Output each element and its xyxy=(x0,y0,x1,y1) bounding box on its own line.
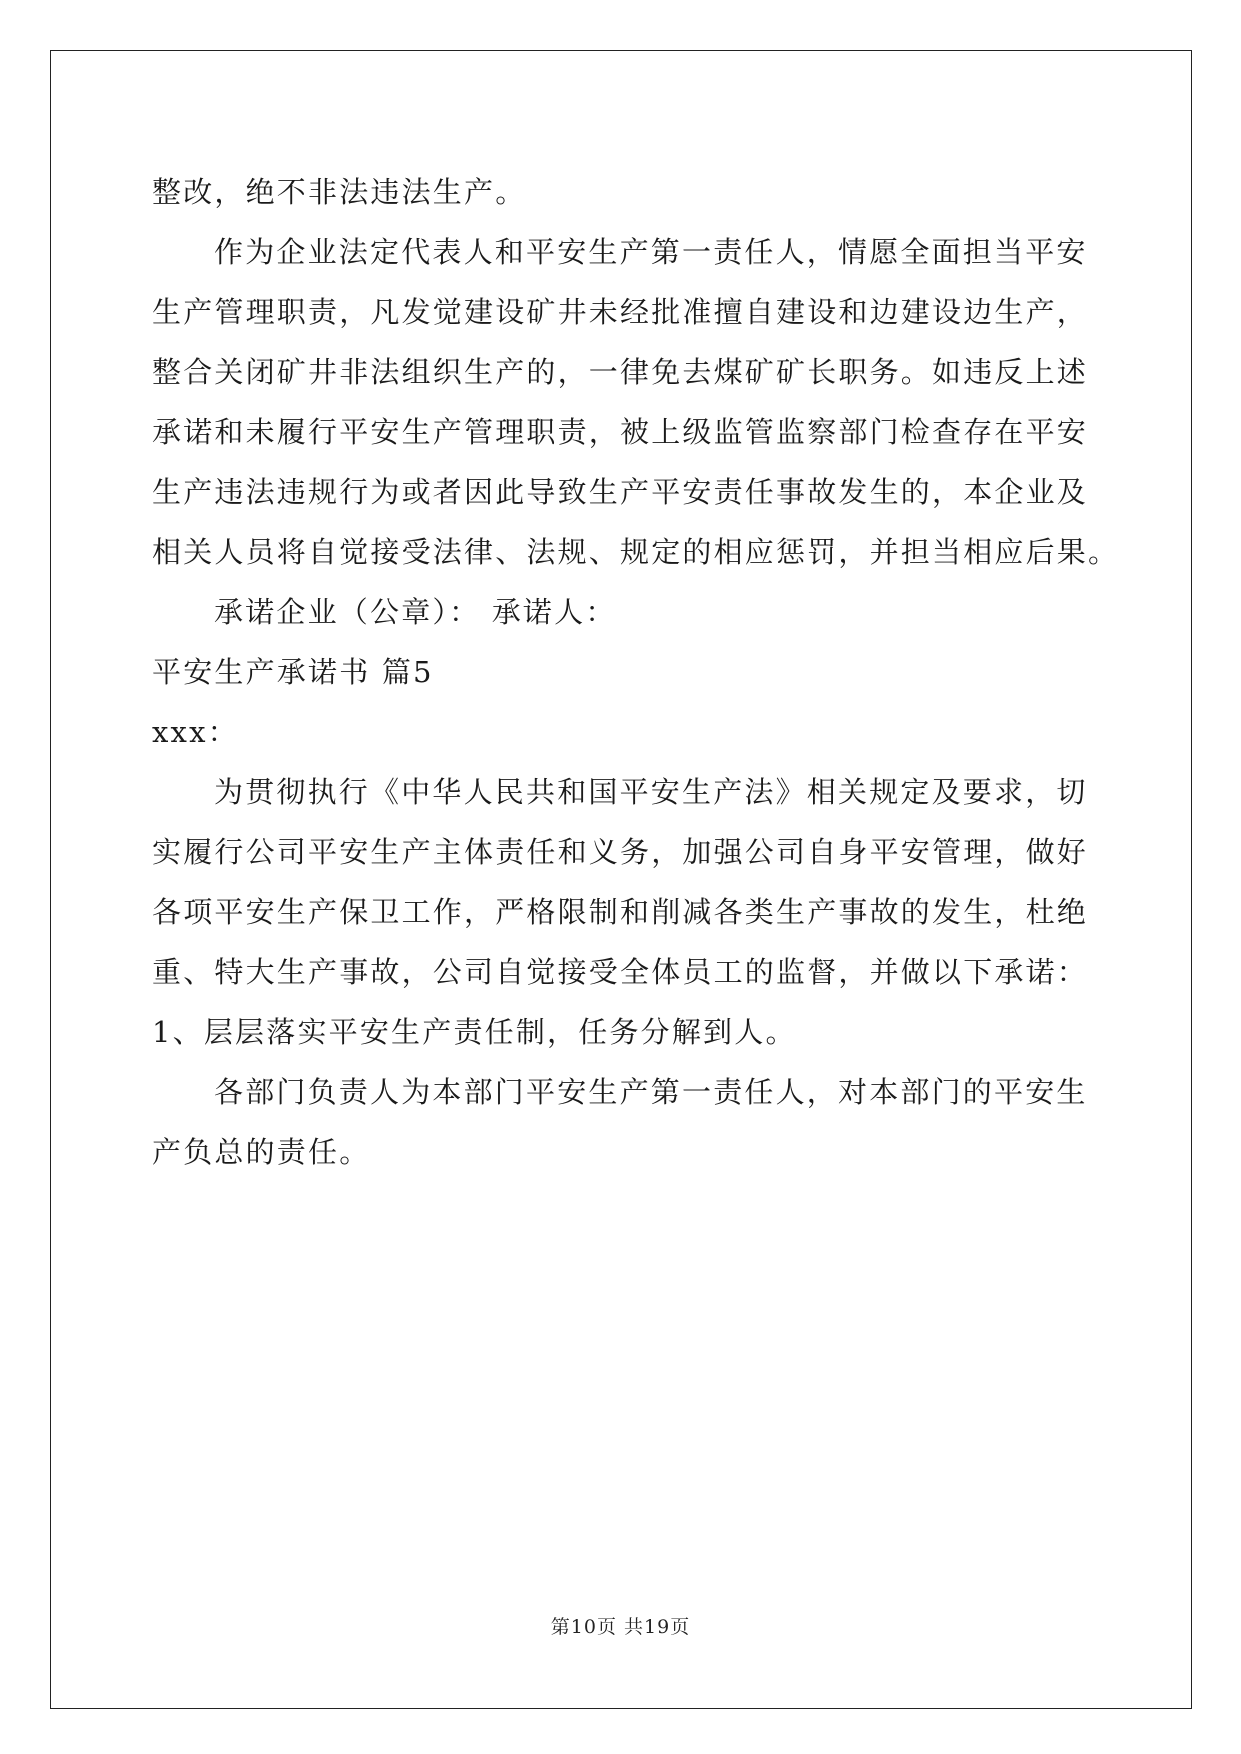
text-line: 作为企业法定代表人和平安生产第一责任人，情愿全面担当平安 xyxy=(214,235,1088,269)
text-line: 整改，绝不非法违法生产。 xyxy=(152,175,527,209)
list-item: 1、层层落实平安生产责任制，任务分解到人。 xyxy=(152,1015,797,1049)
text-line: 承诺企业（公章）： 承诺人： xyxy=(214,595,617,629)
text-line: 产负总的责任。 xyxy=(152,1135,371,1169)
page-number: 第10页 共19页 xyxy=(550,1616,691,1638)
text-line: 生产管理职责，凡发觉建设矿井未经批准擅自建设和边建设边生产， xyxy=(152,295,1089,329)
text-line: 各项平安生产保卫工作，严格限制和削减各类生产事故的发生，杜绝 xyxy=(152,895,1089,929)
text-line: 生产违法违规行为或者因此导致生产平安责任事故发生的，本企业及 xyxy=(152,475,1089,509)
text-line: 相关人员将自觉接受法律、法规、规定的相应惩罚，并担当相应后果。 xyxy=(152,535,1120,569)
text-line: 实履行公司平安生产主体责任和义务，加强公司自身平安管理，做好 xyxy=(152,835,1089,869)
text-line: 承诺和未履行平安生产管理职责，被上级监管监察部门检查存在平安 xyxy=(152,415,1089,449)
text-line: 整合关闭矿井非法组织生产的，一律免去煤矿矿长职务。如违反上述 xyxy=(152,355,1089,389)
text-line: 各部门负责人为本部门平安生产第一责任人，对本部门的平安生 xyxy=(214,1075,1088,1109)
text-line: 重、特大生产事故，公司自觉接受全体员工的监督，并做以下承诺： xyxy=(152,955,1089,989)
salutation: xxx： xyxy=(152,715,239,749)
text-line: 为贯彻执行《中华人民共和国平安生产法》相关规定及要求，切 xyxy=(214,775,1088,809)
section-heading: 平安生产承诺书 篇5 xyxy=(152,655,434,689)
